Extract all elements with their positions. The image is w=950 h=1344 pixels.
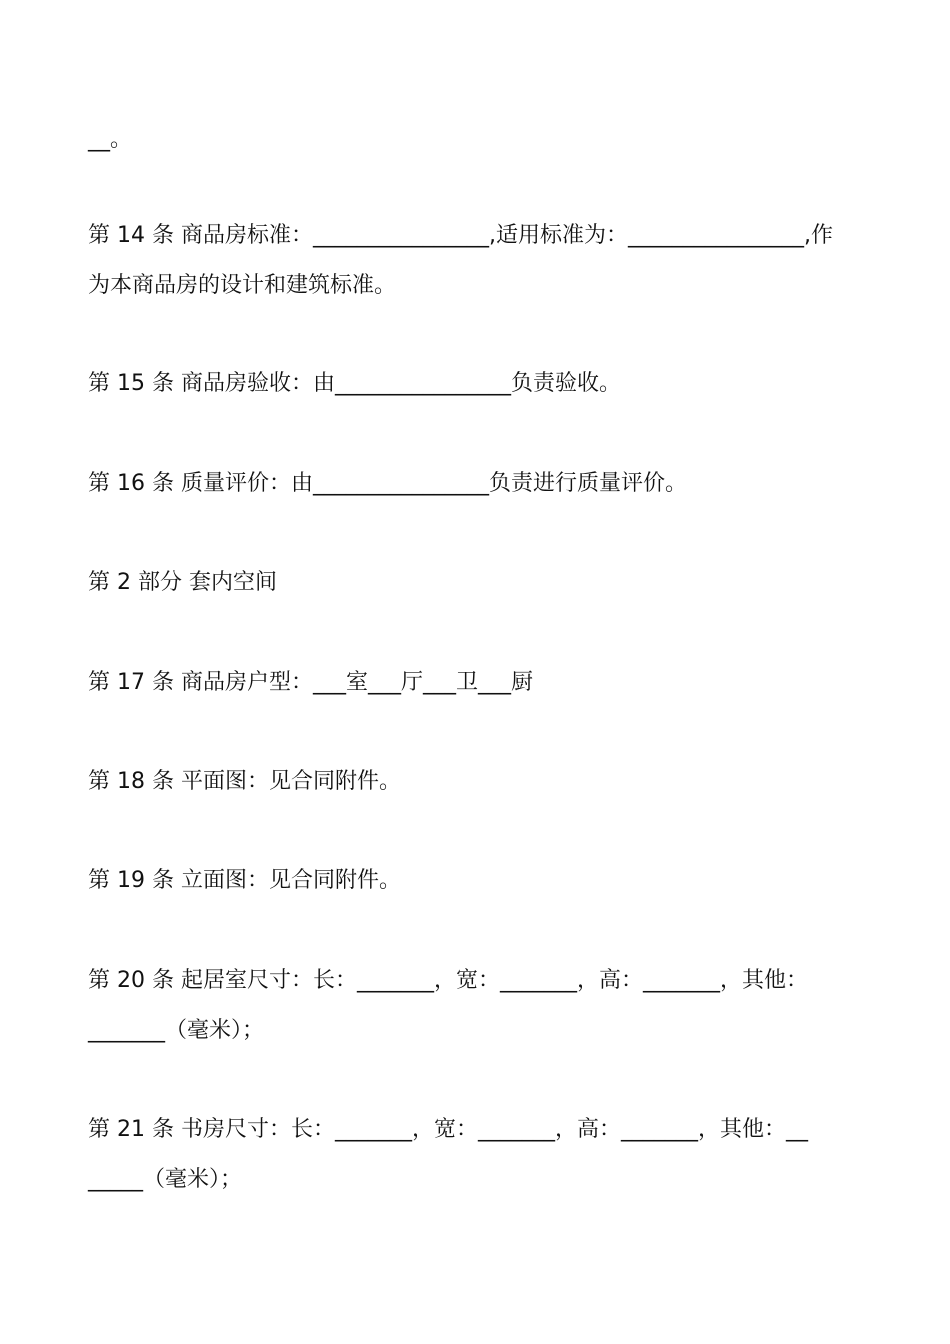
article-18: 第 18 条 平面图：见合同附件。 [88,769,401,794]
article-19: 第 19 条 立面图：见合同附件。 [88,868,401,893]
article-21-line-1: 第 21 条 书房尺寸：长：_______，宽：_______，高：_______，其他：__ [88,1117,808,1142]
paragraph-end-line: __。 [88,127,133,152]
article-20-line-1: 第 20 条 起居室尺寸：长：_______，宽：_______，高：_______，其他： [88,968,808,993]
article-16: 第 16 条 质量评价：由________________负责进行质量评价。 [88,471,687,496]
article-21-line-2: _____（毫米）； [88,1167,243,1192]
article-20-line-2: _______（毫米）； [88,1018,265,1043]
section-heading: 第 2 部分 套内空间 [88,570,277,595]
article-15: 第 15 条 商品房验收：由________________负责验收。 [88,371,621,396]
article-14-line-2: 为本商品房的设计和建筑标准。 [88,273,397,298]
article-17: 第 17 条 商品房户型：___室___厅___卫___厨 [88,670,533,695]
article-14-line-1: 第 14 条 商品房标准：________________,适用标准为：________________,作 [88,223,833,248]
